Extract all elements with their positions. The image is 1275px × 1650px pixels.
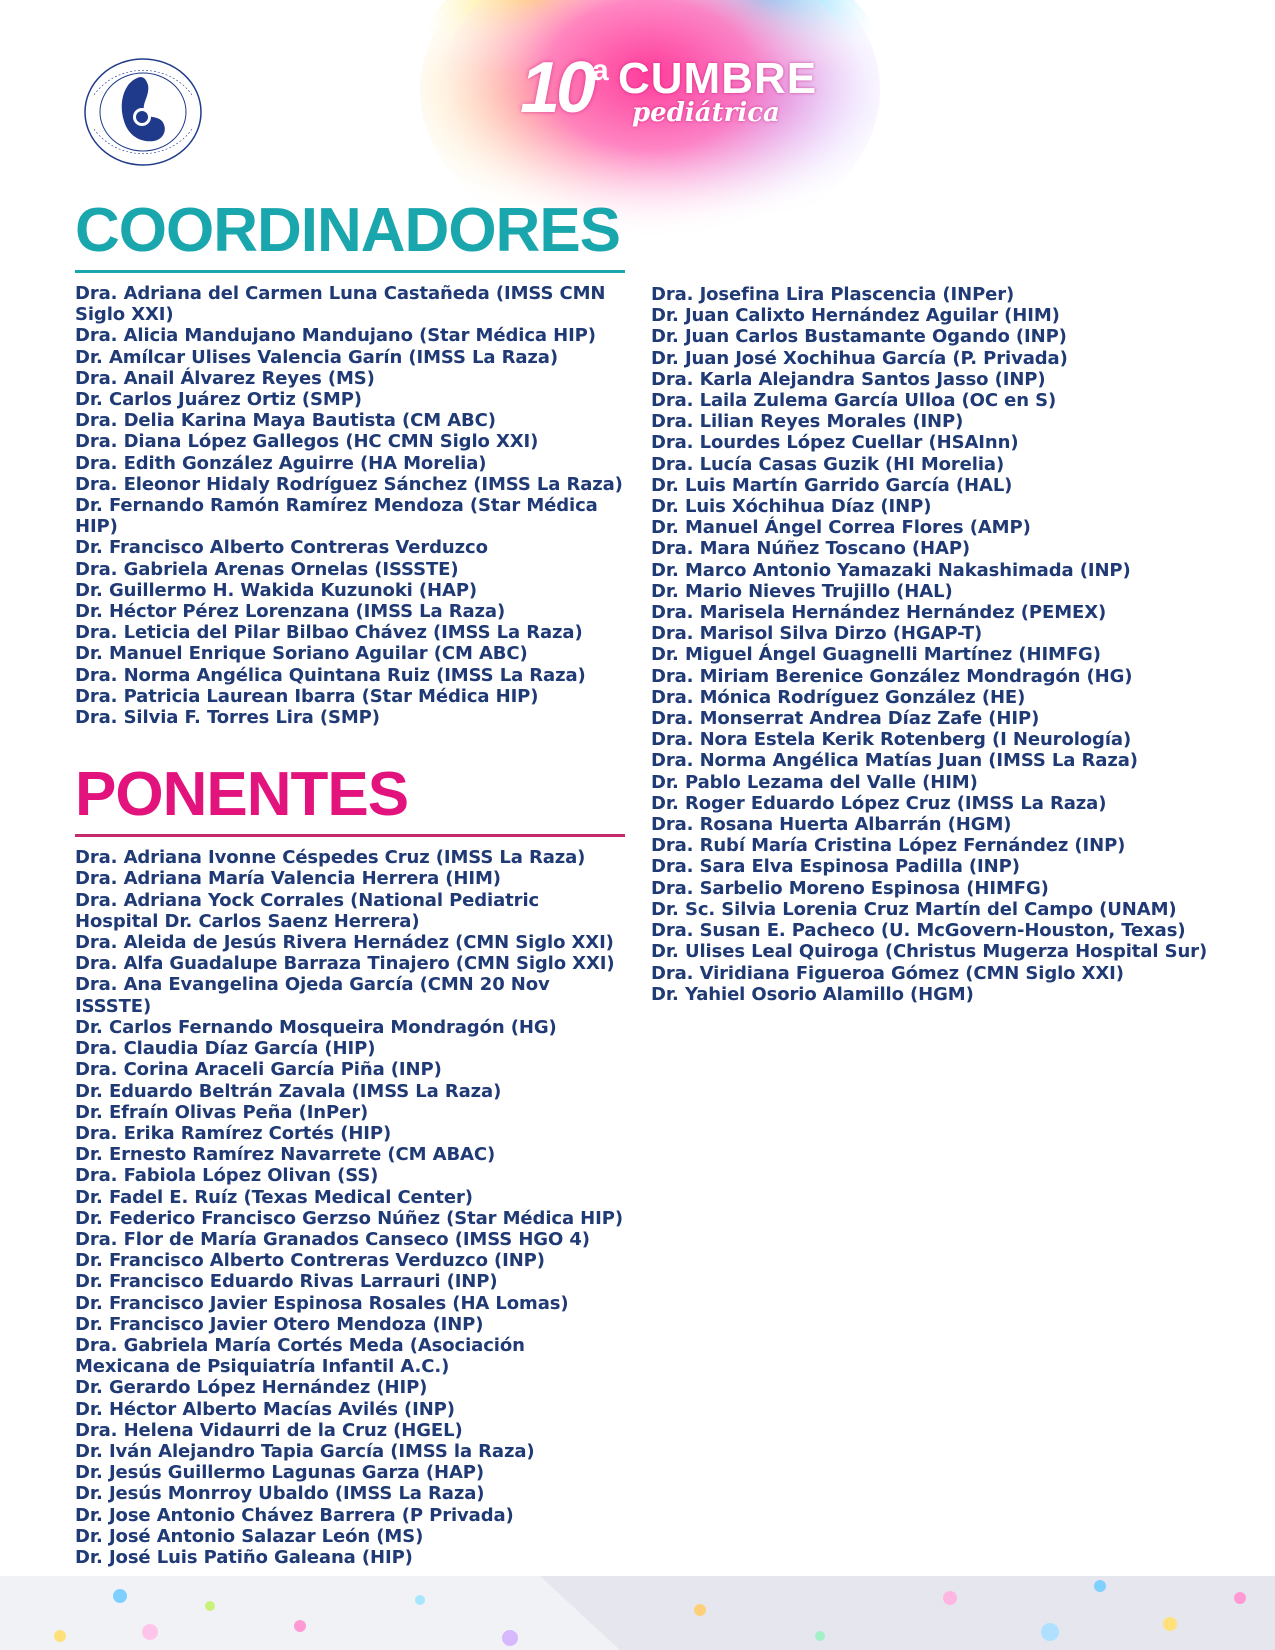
name-item: Dra. Monserrat Andrea Díaz Zafe (HIP) [651, 708, 1040, 730]
event-subtitle: pediátrica [632, 98, 780, 128]
name-item: Dra. Gabriela Arenas Ornelas (ISSSTE) [75, 558, 459, 580]
name-item: Dr. Pablo Lezama del Valle (HIM) [651, 771, 978, 793]
name-item: Dra. Anail Álvarez Reyes (MS) [75, 367, 375, 389]
name-item: Dra. Patricia Laurean Ibarra (Star Médica HIP) [75, 685, 539, 707]
name-item: Dr. Manuel Enrique Soriano Aguilar (CM ABC) [75, 643, 528, 665]
event-number: 10 [520, 48, 593, 128]
name-item: Dra. Norma Angélica Quintana Ruiz (IMSS La Raza) [75, 664, 586, 686]
name-item: Dr. Fadel E. Ruíz (Texas Medical Center) [75, 1186, 473, 1208]
name-item: Dra. Edith González Aguirre (HA Morelia) [75, 452, 487, 474]
name-item: Dra. Adriana María Valencia Herrera (HIM) [75, 868, 501, 890]
name-item: Dra. Lilian Reyes Morales (INP) [651, 411, 964, 433]
name-item: Dr. Efraín Olivas Peña (InPer) [75, 1101, 369, 1123]
name-item: Dra. Adriana Ivonne Céspedes Cruz (IMSS La Raza) [75, 847, 586, 869]
name-item: Dra. Aleida de Jesús Rivera Hernádez (CMN Siglo XXI) [75, 932, 614, 954]
name-item: Dr. Yahiel Osorio Alamillo (HGM) [651, 983, 974, 1005]
name-item: Dr. Luis Martín Garrido García (HAL) [651, 474, 1013, 496]
name-item: Dra. Silvia F. Torres Lira (SMP) [75, 707, 380, 729]
name-item: Dr. Mario Nieves Trujillo (HAL) [651, 580, 953, 602]
name-item: Dr. Federico Francisco Gerzso Núñez (Star Médica HIP) [75, 1207, 623, 1229]
name-item: Dr. Miguel Ángel Guagnelli Martínez (HIMFG) [651, 644, 1101, 666]
name-item: Dr. Francisco Alberto Contreras Verduzco (INP) [75, 1250, 545, 1272]
name-item: Dra. Adriana del Carmen Luna Castañeda (IMSS CMN Siglo XXI) [75, 283, 606, 326]
confetti-footer-graphic [0, 1576, 1275, 1650]
name-item: Dra. Ana Evangelina Ojeda García (CMN 20 Nov ISSSTE) [75, 974, 550, 1017]
name-item: Dr. Guillermo H. Wakida Kuzunoki (HAP) [75, 579, 478, 601]
name-item: Dr. Juan Carlos Bustamante Ogando (INP) [651, 326, 1067, 348]
name-item: Dra. Miriam Berenice González Mondragón (HG) [651, 665, 1133, 687]
name-item: Dr. Ernesto Ramírez Navarrete (CM ABAC) [75, 1144, 496, 1166]
name-item: Dra. Alfa Guadalupe Barraza Tinajero (CMN Siglo XXI) [75, 953, 615, 975]
name-item: Dra. Laila Zulema García Ulloa (OC en S) [651, 390, 1057, 412]
name-item: Dra. Viridiana Figueroa Gómez (CMN Siglo XXI) [651, 962, 1124, 984]
name-item: Dr. Carlos Fernando Mosqueira Mondragón (HG) [75, 1016, 557, 1038]
name-item: Dra. Helena Vidaurri de la Cruz (HGEL) [75, 1419, 463, 1441]
name-item: Dr. Juan José Xochihua García (P. Privada) [651, 347, 1068, 369]
name-item: Dr. Marco Antonio Yamazaki Nakashimada (INP) [651, 559, 1131, 581]
ponentes-list-right [651, 284, 1251, 1005]
name-item: Dra. Marisol Silva Dirzo (HGAP-T) [651, 623, 983, 645]
name-item: Dr. Roger Eduardo López Cruz (IMSS La Raza) [651, 792, 1107, 814]
name-item: Dr. Francisco Alberto Contreras Verduzco [75, 537, 488, 559]
name-item: Dr. Ulises Leal Quiroga (Christus Mugerza Hospital Sur) [651, 941, 1208, 963]
ponentes-divider [75, 834, 625, 837]
name-item: Dr. Gerardo López Hernández (HIP) [75, 1377, 428, 1399]
name-item: Dra. Adriana Yock Corrales (National Pediatric Hospital Dr. Carlos Saenz Herrera) [75, 889, 540, 932]
name-item: Dra. Sara Elva Espinosa Padilla (INP) [651, 856, 1020, 878]
society-seal-logo [80, 55, 206, 169]
name-item: Dra. Rosana Huerta Albarrán (HGM) [651, 814, 1012, 836]
name-item: Dra. Mara Núñez Toscano (HAP) [651, 538, 971, 560]
name-item: Dr. Jose Antonio Chávez Barrera (P Privada) [75, 1504, 514, 1526]
name-item: Dr. José Antonio Salazar León (MS) [75, 1525, 424, 1547]
name-item: Dra. Nora Estela Kerik Rotenberg (I Neurología) [651, 729, 1132, 751]
name-item: Dr. Luis Xóchihua Díaz (INP) [651, 496, 932, 518]
name-item: Dra. Diana López Gallegos (HC CMN Siglo XXI) [75, 431, 539, 453]
name-item: Dra. Sarbelio Moreno Espinosa (HIMFG) [651, 877, 1049, 899]
name-item: Dra. Alicia Mandujano Mandujano (Star Médica HIP) [75, 325, 596, 347]
coordinadores-divider [75, 270, 625, 273]
name-item: Dr. Francisco Javier Otero Mendoza (INP) [75, 1313, 484, 1335]
name-item: Dra. Erika Ramírez Cortés (HIP) [75, 1122, 392, 1144]
name-item: Dr. Eduardo Beltrán Zavala (IMSS La Raza) [75, 1080, 502, 1102]
name-item: Dra. Rubí María Cristina López Fernández (INP) [651, 835, 1126, 857]
name-item: Dra. Josefina Lira Plascencia (INPer) [651, 284, 1015, 305]
name-item: Dr. Carlos Juárez Ortiz (SMP) [75, 389, 362, 411]
name-item: Dra. Corina Araceli García Piña (INP) [75, 1059, 442, 1081]
name-item: Dr. Manuel Ángel Correa Flores (AMP) [651, 517, 1031, 539]
name-item: Dra. Delia Karina Maya Bautista (CM ABC) [75, 410, 496, 432]
name-item: Dra. Lucía Casas Guzik (HI Morelia) [651, 453, 1005, 475]
name-item: Dr. Jesús Monrroy Ubaldo (IMSS La Raza) [75, 1483, 485, 1505]
name-item: Dra. Eleonor Hidaly Rodríguez Sánchez (IMSS La Raza) [75, 473, 623, 495]
ponentes-heading: PONENTES [75, 760, 409, 830]
ponentes-list-left [75, 847, 625, 1568]
name-item: Dr. Fernando Ramón Ramírez Mendoza (Star Médica HIP) [75, 495, 598, 538]
event-superscript: a [592, 54, 609, 87]
name-item: Dra. Lourdes López Cuellar (HSAInn) [651, 432, 1019, 454]
name-item: Dra. Leticia del Pilar Bilbao Chávez (IMSS La Raza) [75, 622, 583, 644]
name-item: Dr. Amílcar Ulises Valencia Garín (IMSS La Raza) [75, 346, 558, 368]
name-item: Dr. Francisco Javier Espinosa Rosales (HA Lomas) [75, 1292, 569, 1314]
name-item: Dr. Héctor Pérez Lorenzana (IMSS La Raza) [75, 601, 506, 623]
left-column [75, 196, 625, 1568]
event-name: CUMBRE [618, 54, 818, 103]
name-item: Dr. Francisco Eduardo Rivas Larrauri (INP) [75, 1271, 498, 1293]
name-item: Dr. Jesús Guillermo Lagunas Garza (HAP) [75, 1462, 485, 1484]
name-item: Dra. Karla Alejandra Santos Jasso (INP) [651, 368, 1046, 390]
name-item: Dr. Héctor Alberto Macías Avilés (INP) [75, 1398, 455, 1420]
name-item: Dr. Iván Alejandro Tapia García (IMSS la Raza) [75, 1440, 535, 1462]
coordinadores-list [75, 283, 625, 728]
name-item: Dra. Gabriela María Cortés Meda (Asociación Mexicana de Psiquiatría Infantil A.C.) [75, 1334, 525, 1378]
name-item: Dra. Fabiola López Olivan (SS) [75, 1165, 379, 1187]
right-column [651, 284, 1251, 1005]
name-item: Dra. Flor de María Granados Canseco (IMSS HGO 4) [75, 1228, 590, 1250]
name-item: Dr. Juan Calixto Hernández Aguilar (HIM) [651, 305, 1060, 327]
event-logo [520, 48, 818, 142]
name-item: Dra. Mónica Rodríguez González (HE) [651, 686, 1026, 708]
name-item: Dr. Sc. Silvia Lorenia Cruz Martín del Campo (UNAM) [651, 898, 1177, 920]
name-item: Dra. Norma Angélica Matías Juan (IMSS La Raza) [651, 750, 1138, 772]
name-item: Dr. José Luis Patiño Galeana (HIP) [75, 1546, 413, 1568]
name-item: Dra. Claudia Díaz García (HIP) [75, 1038, 376, 1060]
coordinadores-heading: COORDINADORES [75, 196, 621, 265]
name-item: Dra. Marisela Hernández Hernández (PEMEX) [651, 602, 1107, 624]
name-item: Dra. Susan E. Pacheco (U. McGovern-Houston, Texas) [651, 920, 1186, 942]
